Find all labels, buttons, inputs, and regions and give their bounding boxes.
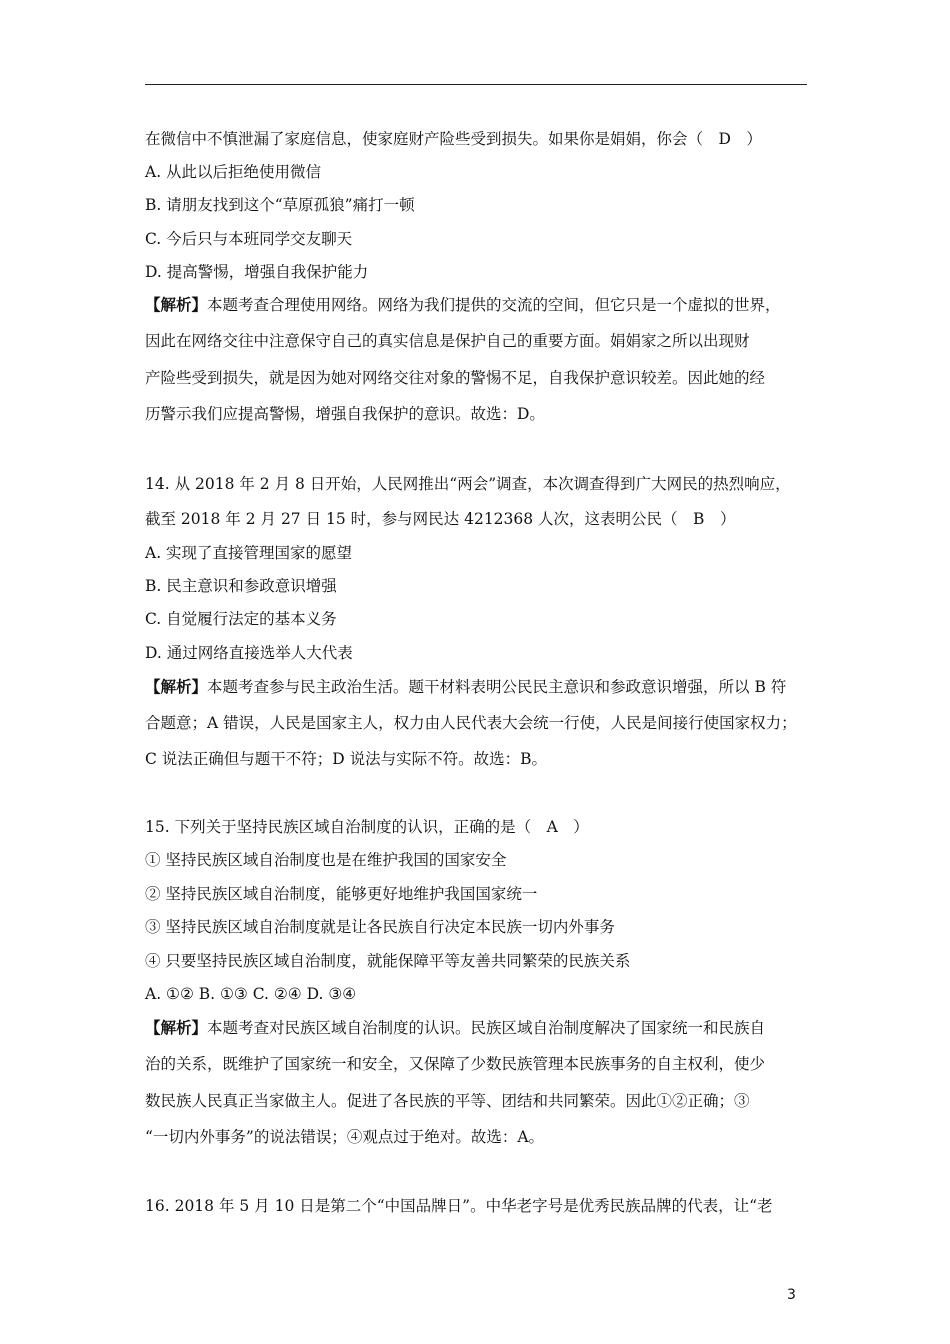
q13-option-c: C. 今后只与本班同学交友聊天 xyxy=(145,230,353,248)
q14-stem-line-2: 截至 2018 年 2 月 27 日 15 时，参与网民达 4212368 人次，这表明公民（ B ） xyxy=(145,510,736,528)
q14-option-b: B. 民主意识和参政意识增强 xyxy=(145,577,337,595)
q14-option-a: A. 实现了直接管理国家的愿望 xyxy=(145,544,353,562)
q15-analysis-line-3: 数民族人民真正当家做主人。促进了各民族的平等、团结和共同繁荣。因此①②正确；③ xyxy=(145,1092,750,1110)
q14-analysis-line-1 xyxy=(145,676,786,698)
q15-stem: 15. 下列关于坚持民族区域自治制度的认识，正确的是（ A ） xyxy=(145,818,589,836)
q15-analysis-line-4: “一切内外事务”的说法错误；④观点过于绝对。故选：A。 xyxy=(145,1128,545,1146)
q13-stem-tail: 在微信中不慎泄漏了家庭信息，使家庭财产险些受到损失。如果你是娟娟，你会（ D ） xyxy=(145,130,762,148)
q13-analysis-line-3: 产险些受到损失，就是因为她对网络交往对象的警惕不足，自我保护意识较差。因此她的经 xyxy=(145,369,766,387)
q14-analysis-line-3: C 说法正确但与题干不符；D 说法与实际不符。故选：B。 xyxy=(145,750,548,768)
q15-analysis-line-1 xyxy=(145,1017,765,1039)
q13-analysis-line-1 xyxy=(145,294,781,316)
q13-option-d: D. 提高警惕，增强自我保护能力 xyxy=(145,263,369,281)
q13-analysis-line-2: 因此在网络交往中注意保守自己的真实信息是保护自己的重要方面。娟娟家之所以出现财 xyxy=(145,332,750,350)
q15-analysis-line-2: 治的关系，既维护了国家统一和安全，又保障了少数民族管理本民族事务的自主权利，使少 xyxy=(145,1055,766,1073)
q15-statement-1: ① 坚持民族区域自治制度也是在维护我国的国家安全 xyxy=(145,851,507,869)
q16-stem: 16. 2018 年 5 月 10 日是第二个“中国品牌日”。中华老字号是优秀民族品牌的代表，让“老 xyxy=(145,1197,773,1215)
q14-analysis-line-2: 合题意；A 错误，人民是国家主人，权力由人民代表大会统一行使，人民是间接行使国家权力； xyxy=(145,714,797,732)
q14-option-d: D. 通过网络直接选举人大代表 xyxy=(145,644,353,662)
analysis-label: 【解析】 xyxy=(145,1018,208,1037)
analysis-text: 本题考查参与民主政治生活。题干材料表明公民民主意识和参政意识增强，所以 B 符 xyxy=(207,678,787,696)
analysis-text: 本题考查合理使用网络。网络为我们提供的交流的空间，但它只是一个虚拟的世界， xyxy=(207,296,781,314)
q14-stem-line-1: 14. 从 2018 年 2 月 8 日开始，人民网推出“两会”调查，本次调查得到广大网民的热烈响应， xyxy=(145,475,791,493)
q13-analysis-line-4: 历警示我们应提高警惕，增强自我保护的意识。故选：D。 xyxy=(145,405,545,423)
header-rule xyxy=(145,84,807,85)
q15-statement-4: ④ 只要坚持民族区域自治制度，就能保障平等友善共同繁荣的民族关系 xyxy=(145,952,631,970)
q15-statement-3: ③ 坚持民族区域自治制度就是让各民族自行决定本民族一切内外事务 xyxy=(145,918,615,936)
q13-option-a: A. 从此以后拒绝使用微信 xyxy=(145,163,322,181)
q14-option-c: C. 自觉履行法定的基本义务 xyxy=(145,610,337,628)
q13-option-b: B. 请朋友找到这个“草原孤狼”痛打一顿 xyxy=(145,196,415,214)
analysis-label: 【解析】 xyxy=(145,677,208,696)
page-number: 3 xyxy=(787,1287,796,1303)
analysis-text: 本题考查对民族区域自治制度的认识。民族区域自治制度解决了国家统一和民族自 xyxy=(207,1019,766,1037)
analysis-label: 【解析】 xyxy=(145,295,208,314)
q15-options: A. ①② B. ①③ C. ②④ D. ③④ xyxy=(145,985,357,1003)
q15-statement-2: ② 坚持民族区域自治制度，能够更好地维护我国国家统一 xyxy=(145,885,538,903)
